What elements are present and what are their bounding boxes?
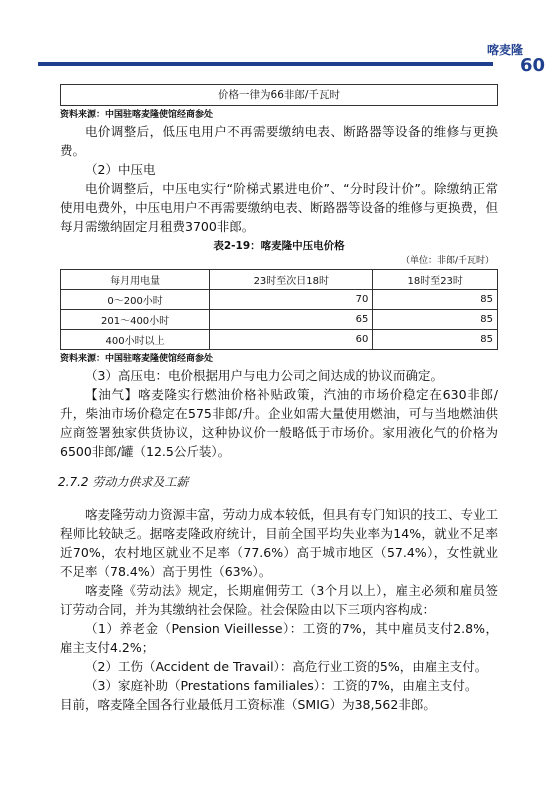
source-note: 资料来源：中国驻喀麦隆使馆经商参处 bbox=[60, 110, 214, 120]
table-cell: 70 bbox=[210, 290, 373, 310]
subheading-medium-voltage: （2）中压电 bbox=[85, 162, 156, 177]
table-title: 表2-19：喀麦隆中压电价格 bbox=[213, 240, 345, 252]
header-rule bbox=[38, 62, 493, 66]
table-cell: 85 bbox=[373, 330, 498, 350]
paragraph: （1）养老金（Pension Vieillesse）：工资的7%，其中雇员支付2.8%，雇主支付4.2%； bbox=[60, 621, 498, 655]
paragraph: 【油气】喀麦隆实行燃油价格补贴政策，汽油的市场价稳定在630非郎/升，柴油市场价稳定在575非郎/升。企业如需大量使用燃油，可与当地燃油供应商签署独家供货协议，这种协议价一般略低于市场价。家用液化气的价格为6500非郎/罐（12.5公斤装）。 bbox=[60, 387, 498, 459]
price-table bbox=[60, 269, 498, 350]
header-title: 喀麦隆 bbox=[486, 43, 523, 57]
column-header: 每月用电量 bbox=[61, 270, 210, 290]
source-note: 资料来源：中国驻喀麦隆使馆经商参处 bbox=[60, 354, 214, 364]
table-row bbox=[61, 310, 498, 330]
paragraph: （3）高压电：电价根据用户与电力公司之间达成的协议而确定。 bbox=[85, 368, 443, 383]
table-row bbox=[61, 290, 498, 310]
page-number: 60 bbox=[519, 55, 545, 76]
paragraph: 目前，喀麦隆全国各行业最低月工资标准（SMIG）为38,562非郎。 bbox=[60, 697, 436, 712]
table-header-row bbox=[61, 270, 498, 290]
paragraph: （3）家庭补助（Prestations familiales）：工资的7%，由雇主支付。 bbox=[85, 678, 478, 693]
table-unit: （单位：非郎/千瓦时） bbox=[400, 256, 494, 266]
price-note-box: 价格一律为66非郎/千瓦时 bbox=[60, 84, 498, 106]
section-heading: 2.7.2 劳动力供求及工薪 bbox=[58, 475, 189, 489]
column-header: 23时至次日18时 bbox=[210, 270, 373, 290]
paragraph: 电价调整后，低压电用户不再需要缴纳电表、断路器等设备的维修与更换费。 bbox=[60, 124, 498, 158]
table-cell: 85 bbox=[373, 290, 498, 310]
paragraph: （2）工伤（Accident de Travail）：高危行业工资的5%，由雇主支付。 bbox=[85, 659, 488, 674]
table-cell: 85 bbox=[373, 310, 498, 330]
page-content bbox=[60, 84, 498, 714]
paragraph: 喀麦隆劳动力资源丰富，劳动力成本较低，但具有专门知识的技工、专业工程师比较缺乏。据喀麦隆政府统计，目前全国平均失业率为14%，就业不足率近70%，农村地区就业不足率（77.6%）高于城市地区（57.4%），女性就业不足率（78.4%）高于男性（63%）。 bbox=[60, 507, 498, 579]
table-cell: 60 bbox=[210, 330, 373, 350]
table-row bbox=[61, 330, 498, 350]
paragraph: 喀麦隆《劳动法》规定，长期雇佣劳工（3个月以上），雇主必须和雇员签订劳动合同，并为其缴纳社会保险。社会保险由以下三项内容构成： bbox=[60, 583, 498, 617]
column-header: 18时至23时 bbox=[373, 270, 498, 290]
table-cell: 400小时以上 bbox=[61, 330, 210, 350]
paragraph: 电价调整后，中压电实行“阶梯式累进电价”、“分时段计价”。除缴纳正常使用电费外，中压电用户不再需要缴纳电表、断路器等设备的维修与更换费，但每月需缴纳固定月租费3700非郎。 bbox=[60, 181, 498, 234]
table-cell: 201～400小时 bbox=[61, 310, 210, 330]
table-cell: 65 bbox=[210, 310, 373, 330]
table-cell: 0～200小时 bbox=[61, 290, 210, 310]
